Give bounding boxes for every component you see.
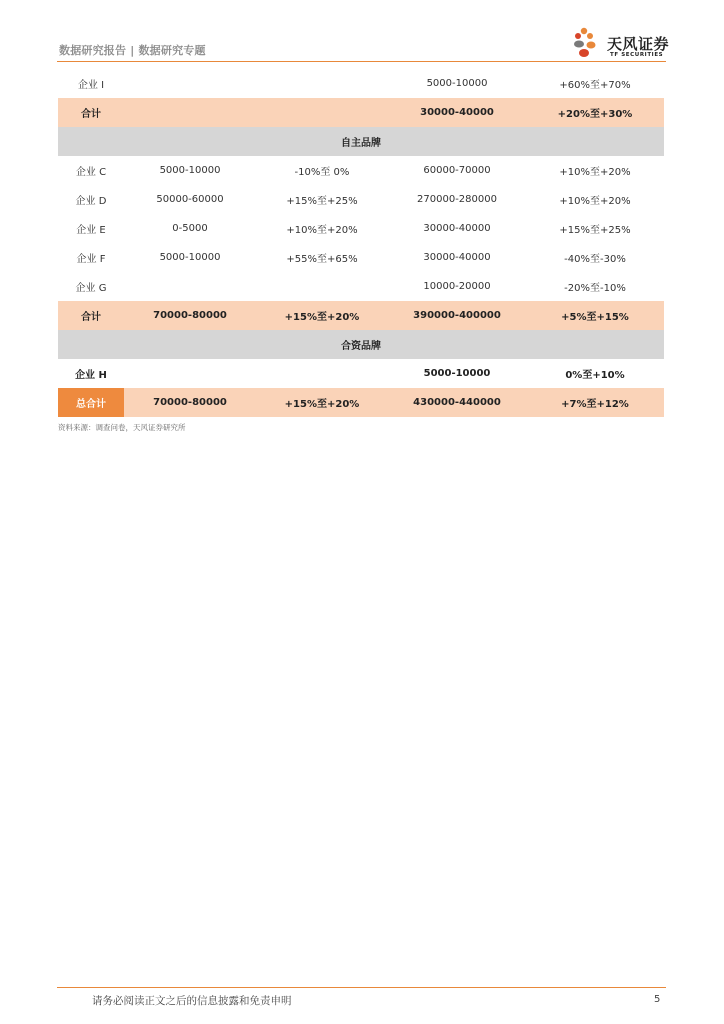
table-row [58,69,664,98]
row-label-cell: 企业 F [76,254,106,265]
table-cell: 30000-40000 [423,223,491,234]
table-cell: 270000-280000 [417,194,497,205]
table-cell: +10%至+20% [286,225,358,236]
row-label-cell: 企业 C [75,167,107,178]
table-cell [256,98,388,127]
table-cell: +10%至+20% [559,196,631,207]
table-cell: +15%至+20% [256,301,388,330]
table-cell: -10%至 0% [294,167,350,178]
row-label-cell: 企业 H [75,370,107,381]
table-cell: 5000-10000 [423,368,491,379]
table-cell: 0-5000 [172,223,208,234]
row-label-cell: 合计 [58,301,124,330]
table-cell: 70000-80000 [124,301,256,330]
table-row [58,272,664,301]
table-cell: +5%至+15% [526,301,664,330]
table-row [58,156,664,185]
table-row [58,185,664,214]
table-cell: -40%至-30% [564,254,626,265]
table-cell [256,272,388,301]
table-cell [256,69,388,98]
table-cell: 390000-400000 [388,301,526,330]
logo-chinese-name: 天风证券 [607,35,670,53]
table-cell: +7%至+12% [526,388,664,417]
table-grand-total-row [58,388,664,417]
section-label: 自主品牌 [58,127,664,156]
table-cell [124,359,256,388]
table-cell: 60000-70000 [423,165,491,176]
logo-mark-icon [570,25,606,61]
table-cell: 5000-10000 [426,78,488,89]
footer-disclaimer: 请务必阅读正文之后的信息披露和免责申明 [92,995,292,1007]
page-number: 5 [654,994,661,1005]
table-row [58,243,664,272]
row-label-cell: 总合计 [58,388,124,417]
header-divider [57,61,666,62]
table-cell: 5000-10000 [159,165,221,176]
source-note: 资料来源：调查问卷，天风证券研究所 [58,423,186,432]
table-cell [124,272,256,301]
section-label: 合资品牌 [58,330,664,359]
table-cell [256,359,388,388]
report-header-title: 数据研究报告 | 数据研究专题 [59,44,206,57]
table-cell: 5000-10000 [159,252,221,263]
data-table [58,69,664,417]
table-cell: 30000-40000 [388,98,526,127]
table-cell: +55%至+65% [286,254,358,265]
table-cell: +15%至+20% [256,388,388,417]
table-cell [124,98,256,127]
table-cell: 430000-440000 [388,388,526,417]
table-cell: 30000-40000 [423,252,491,263]
table-section-row [58,330,664,359]
row-label-cell: 合计 [58,98,124,127]
table-cell: 10000-20000 [423,281,491,292]
row-label-cell: 企业 D [75,196,107,207]
table-cell: +15%至+25% [286,196,358,207]
table-cell: +20%至+30% [526,98,664,127]
row-label-cell: 企业 I [77,80,105,91]
table-cell: +10%至+20% [559,167,631,178]
company-logo [570,25,670,61]
data-table-body [58,69,664,417]
table-row [58,359,664,388]
table-subtotal-row [58,98,664,127]
table-section-row [58,127,664,156]
table-cell: 70000-80000 [124,388,256,417]
table-subtotal-row [58,301,664,330]
row-label-cell: 企业 E [76,225,106,236]
table-cell: 0%至+10% [565,370,625,381]
table-cell [124,69,256,98]
table-cell: -20%至-10% [564,283,626,294]
table-row [58,214,664,243]
row-label-cell: 企业 G [75,283,107,294]
table-cell: 50000-60000 [156,194,224,205]
footer-divider [57,987,666,988]
table-cell: +60%至+70% [559,80,631,91]
table-cell: +15%至+25% [559,225,631,236]
logo-english-name: TF SECURITIES [610,52,664,58]
